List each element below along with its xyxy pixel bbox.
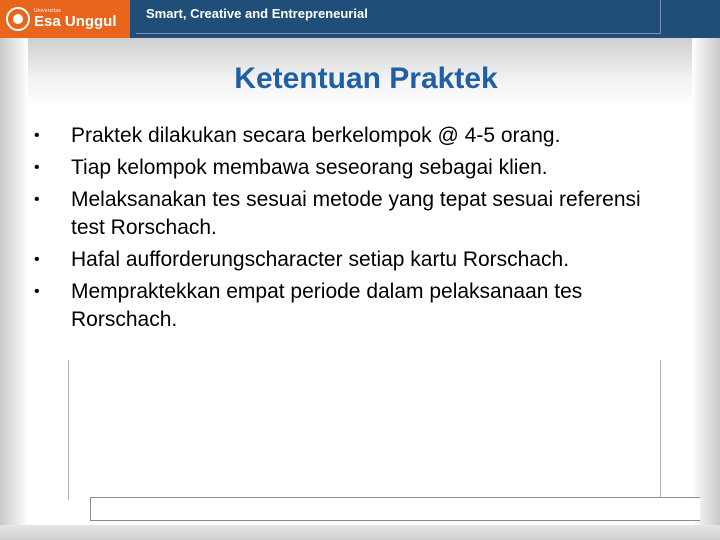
bullet-list — [28, 122, 678, 338]
list-item — [28, 154, 678, 182]
bullet-icon: • — [34, 127, 40, 144]
bullet-icon: • — [34, 251, 40, 268]
bullet-icon: • — [34, 191, 40, 208]
bullet-text: Tiap kelompok membawa seseorang sebagai klien. — [71, 156, 548, 179]
bullet-text: Hafal aufforderungscharacter setiap kartu Rorschach. — [71, 248, 570, 271]
logo-icon — [6, 7, 30, 31]
logo-small-text: Universitas — [34, 8, 61, 14]
bullet-text: Mempraktekkan empat periode dalam pelaksanaan tes Rorschach. — [71, 280, 583, 331]
logo — [0, 0, 130, 38]
bottom-band — [0, 525, 720, 540]
bullet-text: Melaksanakan tes sesuai metode yang tepat sesuai referensi test Rorschach. — [71, 188, 641, 239]
left-decor-strip — [0, 38, 28, 540]
slide-title: Ketentuan Praktek — [234, 62, 498, 95]
bullet-icon: • — [34, 159, 40, 176]
logo-text-group — [34, 8, 117, 30]
bullet-icon: • — [34, 283, 40, 300]
tagline: Smart, Creative and Entrepreneurial — [146, 6, 368, 21]
bullet-text: Praktek dilakukan secara berkelompok @ 4-5 orang. — [71, 124, 561, 147]
left-vertical-line — [68, 360, 69, 500]
right-vertical-line — [660, 360, 661, 510]
list-item — [28, 122, 678, 150]
right-decor-strip — [692, 38, 720, 540]
logo-text: Esa Unggul — [34, 13, 117, 30]
bottom-frame — [90, 497, 700, 521]
list-item — [28, 186, 678, 242]
list-item — [28, 278, 678, 334]
list-item — [28, 246, 678, 274]
